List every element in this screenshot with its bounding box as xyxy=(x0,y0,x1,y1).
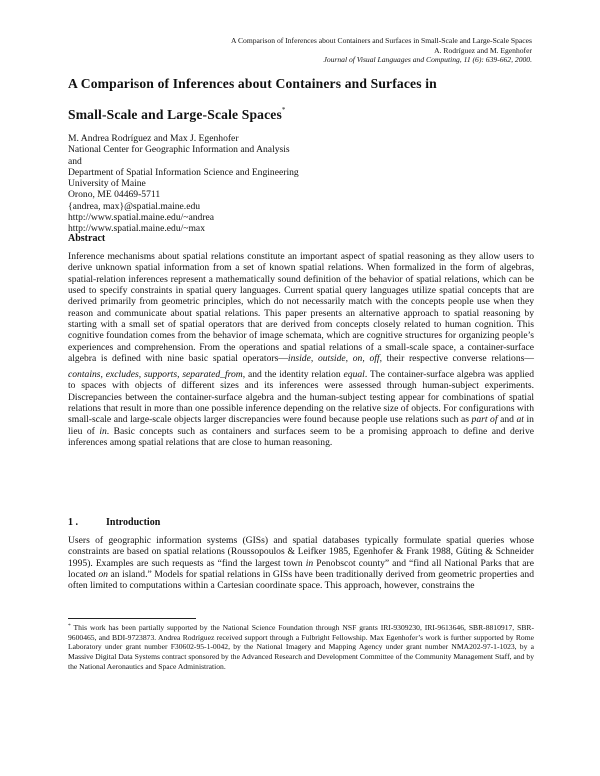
abstract-identity-relation: equal xyxy=(343,369,365,381)
abstract-text-5: . The container-surface algebra was applied to spaces with objects of different sizes and its inferences were assessed through human-subject experiments. Discrepancies between the container-surface algebra and the human-subject testing appear for combinations of spatial relations that result in more than one possible inference depending on the relative size of objects. For configurations with small-scale and large-scale objects larger discrepancies were found because people use relations such as xyxy=(68,369,534,426)
intro-text-2: Penobscot county” and “find all National Parks that are located xyxy=(68,557,535,581)
running-head-authors: A. Rodríguez and M. Egenhofer xyxy=(434,45,532,55)
affiliation-department: Department of Spatial Information Science and Engineering xyxy=(68,166,299,178)
author-email: {andrea, max}@spatial.maine.edu xyxy=(68,200,201,212)
footnote-marker: * xyxy=(68,623,71,629)
introduction-body xyxy=(68,535,534,592)
running-head-journal: Journal of Visual Languages and Computing, 11 (6): 639-662, 2000. xyxy=(323,55,532,65)
intro-on: on xyxy=(98,569,108,581)
abstract-converse-relations: contains, excludes, supports, separated_from xyxy=(68,369,243,381)
abstract-text-3: relations— xyxy=(491,353,534,365)
footnote-divider xyxy=(68,618,196,619)
affiliation-university: University of Maine xyxy=(68,178,146,190)
section-title: Introduction xyxy=(106,517,161,528)
intro-in: in xyxy=(305,557,314,569)
abstract-text-1: Inference mechanisms about spatial relations constitute an important aspect of spatial reasoning as they allow users to derive unknown spatial information from a set of known spatial relations. When formalized in the form of algebras, spatial-relation inferences represent a mathematically sound definition of the behavior of spatial relations, which can be used to specify constraints in spatial query languages. Current spatial query languages utilize spatial concepts that are derived primarily from geometric principles, which do not necessarily match with the concepts people use when they reason and communicate about spatial relations. This paper presents an alternative approach to spatial reasoning by starting with a small set of spatial operators that are derived from concepts closely related to human cognition. This cognitive foundation comes from the behavior of image schemata, which are cognitive structures for organizing people’s experiences and comprehension. From the operations and spatial relations of a small-scale space, a container-surface algebra is defined with nine basic spatial operators— xyxy=(68,251,534,365)
footnote xyxy=(68,622,534,672)
abstract-body xyxy=(68,251,534,449)
author-affiliation xyxy=(68,133,538,235)
paper-title xyxy=(68,70,538,128)
affiliation-and: and xyxy=(68,155,82,167)
abstract-text-2: , their respective converse xyxy=(379,353,492,365)
section-heading-introduction xyxy=(68,517,160,528)
affiliation-center: National Center for Geographic Information and Analysis xyxy=(68,144,290,156)
author-names: M. Andrea Rodríguez and Max J. Egenhofer xyxy=(68,133,239,144)
author-homepage-max: http://www.spatial.maine.edu/~max xyxy=(68,223,205,235)
paper-title-line-2 xyxy=(68,97,538,128)
section-number: 1 . xyxy=(68,517,78,528)
abstract-text-4: , and the identity relation xyxy=(242,369,344,381)
abstract-text-6: and xyxy=(497,414,517,426)
footnote-text: This work has been partially supported by the National Science Foundation through NSF grants IRI-9309230, IRI-9613646, SBR-8810917, SBR-9600465, and BDI-9723873. Andrea Rodríguez received support through a Fulbright Fellowship. Max Egenhofer’s work is further supported by Rome Laboratory under grant number F30602-95-1-0042, by the National Imagery and Mapping Agency under grant number NMA202-97-1-1023, by a Massive Digital Data Systems contract sponsored by the Advanced Research and Development Committee of the Community Management Staff, and by the National Aeronautics and Space Administration. xyxy=(68,623,534,671)
abstract-heading: Abstract xyxy=(68,233,106,244)
affiliation-address: Orono, ME 04469-5711 xyxy=(68,189,161,201)
abstract-in: in xyxy=(99,425,107,437)
abstract-operators: inside, outside, on, off xyxy=(287,353,380,365)
title-footnote-marker: * xyxy=(281,106,286,114)
abstract-text-8: . Basic concepts such as containers and surfaces seem to be a promising approach to define and derive inferences among spatial relations that are close to human reasoning. xyxy=(68,425,534,449)
running-head-title: A Comparison of Inferences about Containers and Surfaces in Small-Scale and Large-Scale Spaces xyxy=(231,36,532,45)
abstract-text-7: in lieu of xyxy=(68,414,534,437)
abstract-at: at xyxy=(516,414,524,426)
author-homepage-andrea: http://www.spatial.maine.edu/~andrea xyxy=(68,212,215,224)
intro-text-1: Users of geographic information systems (GISs) and spatial databases typically formulate spatial queries whose constraints are based on spatial relations (Roussopoulos & Leifker 1985, Egenhofer & Frank 1988, Güting & Schneider 1995). Examples are such requests as “find the largest town xyxy=(68,535,534,569)
intro-text-3: an island.” Models for spatial relations in GISs have been traditionally derived from geometric properties and often limited to computations within a Cartesian coordinate space. This approach, however, constrains the xyxy=(68,569,534,592)
abstract-part-of: part of xyxy=(471,414,498,426)
paper-title-line-1: A Comparison of Inferences about Containers and Surfaces in xyxy=(68,76,437,91)
running-head xyxy=(231,36,532,65)
paper-title-line-2-text: Small-Scale and Large-Scale Spaces xyxy=(68,107,282,122)
